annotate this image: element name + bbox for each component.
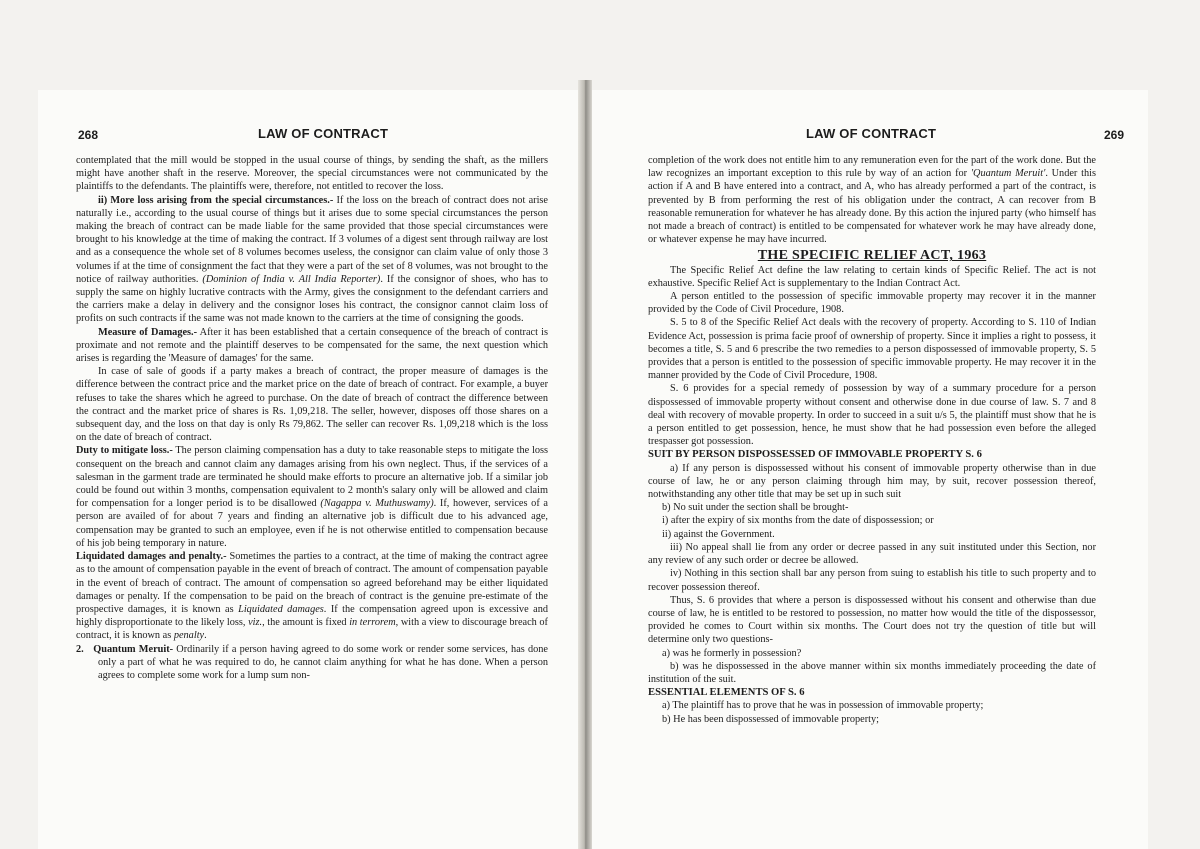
paragraph: The Specific Relief Act define the law relating to certain kinds of Specific Relief. The act is not exhaustive. Specific Relief Act is supplementary to the Indian Contract Act. bbox=[648, 264, 1096, 289]
list-item: i) after the expiry of six months from the date of dispossession; or bbox=[662, 515, 934, 527]
paragraph: In case of sale of goods if a party makes a breach of contract, the proper measure of damages is the difference between the contract price and the market price on the date of breach of contract. For example, a buyer refuses to take the shares which he agreed to purchase. On the date of breach of contract the difference between the contract and the market price of shares is Rs. 1,09,218. The seller, however, disposes off those shares on a subsequent day, and the loss on that day is only Rs 79,862. The seller can recover Rs. 1,09,218 which is the loss on the date of breach of contract. bbox=[76, 366, 548, 444]
paragraph bbox=[76, 194, 548, 326]
text: . Under this action if A and B have entered into a contract, and A, who has already performed a part of the contract, is prevented by B from performing the rest of his obligation under the contract, A can recover from B reasonable remuneration for whatever he has already done. By this action the injured party (who himself has not made a breach of contract) is entitled to be compensated for whatever work he may have already done, or whatever expense he may have incurred. bbox=[648, 168, 1096, 246]
right-page-header bbox=[588, 126, 1148, 146]
numbered-paragraph bbox=[76, 643, 548, 683]
subheading: ESSENTIAL ELEMENTS OF S. 6 bbox=[648, 687, 805, 699]
text: . bbox=[204, 630, 207, 642]
case-citation: (Dominion of India v. All India Reporter) bbox=[202, 273, 381, 285]
section-title: THE SPECIFIC RELIEF ACT, 1963 bbox=[757, 248, 987, 264]
paragraph bbox=[76, 550, 548, 642]
paragraph: iv) Nothing in this section shall bar any person from suing to establish his title to such property and to recover possession thereof. bbox=[648, 568, 1096, 593]
text: . If the compensation agreed upon is excessive and highly disproportionate to the likely loss, bbox=[76, 603, 548, 629]
text: . If the consignor of shoes, who has to supply the same on highly lucrative contracts with the Army, gives the consignment to the defendant carriers and the carriers make a delay in delivery and the consignor loses his contract, the consignor cannot claim loss of profits on such contracts if the same was not made known to the carriers at the time of consigning the goods. bbox=[76, 273, 549, 325]
case-citation: (Nagappa v. Muthuswamy) bbox=[320, 498, 434, 510]
list-item: ii) against the Government. bbox=[662, 528, 775, 540]
left-page-header bbox=[38, 126, 586, 146]
left-page-number: 268 bbox=[78, 128, 99, 142]
text: completion of the work does not entitle him to any remuneration even for the part of the work done. But the law recognizes an important exception to this rule by way of an action for bbox=[648, 155, 1096, 180]
list-item: b) No suit under the section shall be brought- bbox=[662, 502, 849, 514]
paragraph: S. 5 to 8 of the Specific Relief Act deals with the recovery of property. According to S. 110 of Indian Evidence Act, possession is prima facie proof of ownership of property. Since it implies a right to possess, it becomes a title, S. 5 and 6 prescribe the two remedies to a person dispossessed of immovable property, S. 5 provides that a person is entitled to the possession of specific immovable property. He may recover it in the manner provided by the Code of Civil Procedure, 1908. bbox=[648, 317, 1096, 382]
text: After it has been established that a certain consequence of the breach of contract is proximate and not remote and the plaintiff deserves to be compensated for the same, the next question which arises is regarding the 'Measure of damages' for the same. bbox=[76, 326, 548, 365]
paragraph bbox=[76, 444, 548, 550]
list-item: b) He has been dispossessed of immovable property; bbox=[662, 713, 880, 725]
paragraph: A person entitled to the possession of specific immovable property may recover it in the manner provided by the Code of Civil Procedure, 1908. bbox=[648, 291, 1096, 316]
item-number: 2. bbox=[76, 643, 84, 655]
text: Sometimes the parties to a contract, at the time of making the contract agree as to the amount of compensation payable in the event of breach of contract. The amount of compensation payable in the event of breach of contract. The amount of compensation so agreed beforehand may be either liquidated damages or penalty. If the compensation to be paid on the breach of contract is the genuine pre-estimate of the prospective damages, it is known as bbox=[76, 551, 548, 615]
italic-term: 'Quantum Meruit' bbox=[970, 168, 1046, 180]
paragraph: S. 6 provides for a special remedy of possession by way of a summary procedure for a person dispossessed of immovable property without consent and otherwise done in due course of law. S. 7 and 8 deal with recovery of movable property. In order to succeed in a suit u/s 5, the plaintiff must show that he is a person entitled to get possession, hence, he must show that he had possession even before the alleged trespasser got possession. bbox=[648, 383, 1096, 448]
subheading: Quantum Meruit- bbox=[93, 643, 174, 655]
paragraph: b) was he dispossessed in the above manner within six months immediately proceeding the date of institution of the suit. bbox=[648, 660, 1096, 685]
italic-term: viz. bbox=[248, 617, 263, 629]
subheading: Liquidated damages and penalty.- bbox=[76, 551, 227, 563]
paragraph: contemplated that the mill would be stopped in the usual course of things, by sending the shaft, as the millers might have another shaft in the reserve. Moreover, the special circumstances were not communicated by the plaintiffs to the defendants. The plaintiffs were, therefore, not entitled to recover the loss. bbox=[76, 155, 548, 193]
paragraph bbox=[648, 154, 1096, 246]
italic-term: penalty bbox=[173, 630, 205, 642]
text: , with a view to discourage breach of contract, it is known as bbox=[76, 617, 548, 642]
subheading: SUIT BY PERSON DISPOSSESSED OF IMMOVABLE PROPERTY S. 6 bbox=[648, 449, 982, 461]
left-running-title: LAW OF CONTRACT bbox=[258, 126, 389, 141]
subheading: ii) More loss arising from the special circumstances.- bbox=[98, 194, 334, 206]
right-page-number: 269 bbox=[1103, 128, 1124, 142]
subheading: Measure of Damages.- bbox=[98, 326, 198, 338]
paragraph bbox=[76, 326, 548, 366]
text: , the amount is fixed bbox=[262, 617, 350, 629]
text: . If, however, services of a person are availed of for about 7 years and finding an alternative job is difficult due to his advanced age, compensation may be granted to such an employee, even if he is not otherwise entitled to compensation because of his job being temporary in nature. bbox=[76, 498, 548, 549]
text: Ordinarily if a person having agreed to do some work or render some services, has done only a part of what he was required to do, he cannot claim anything for what he has done. When a person agrees to complete some work for a lump sum non- bbox=[98, 643, 548, 681]
right-page-body bbox=[648, 154, 1096, 726]
list-item: a) The plaintiff has to prove that he was in possession of immovable property; bbox=[662, 700, 984, 712]
paragraph: Thus, S. 6 provides that where a person is dispossessed without his consent and otherwise than due course of law, he is entitled to be restored to possession, no matter how would the title of the dispossessor, provided he comes to Court within six months. The Court does not try the question of title but will determine only two questions- bbox=[648, 594, 1096, 646]
italic-term: in terrorem bbox=[349, 617, 396, 629]
text: The person claiming compensation has a duty to take reasonable steps to mitigate the loss consequent on the breach and cannot claim any damages arising from his own neglect. Thus, if the services of a salesman in the garment trade are terminated he should make efforts to procure an alternative job. If a similar job could be found out within 3 months, compensation equivalent to 2 month's salary only will be allowed and claim for compensation for a longer period is to be disallowed bbox=[76, 445, 549, 510]
text: If the loss on the breach of contract does not arise naturally i.e., according to the usual course of things but it arises due to some special circumstances the person making the breach of contract can be made liable for the same provided that those special circumstances were brought to his knowledge at the time of making the contract. If 3 volumes of a digest sent through railway are lost and as a consequence the whole set of 8 volumes becomes useless, the consignor can claim value of only those 3 volumes if at the time of consignment the fact that they were a part of the set of 8 volumes, was not brought to the notice of railway authorities. bbox=[76, 194, 549, 285]
right-page bbox=[588, 90, 1148, 849]
right-running-title: LAW OF CONTRACT bbox=[806, 126, 937, 141]
list-item: a) was he formerly in possession? bbox=[662, 647, 802, 659]
left-page-body bbox=[76, 154, 548, 682]
book-gutter bbox=[578, 80, 592, 849]
left-page bbox=[38, 90, 586, 849]
subheading: Duty to mitigate loss.- bbox=[76, 445, 173, 457]
italic-term: Liquidated damages bbox=[238, 603, 324, 615]
paragraph: iii) No appeal shall lie from any order or decree passed in any suit instituted under this Section, nor any review of any such order or decree be allowed. bbox=[648, 541, 1096, 567]
paragraph: a) If any person is dispossessed without his consent of immovable property otherwise than in due course of law, he or any person claiming through him may, by suit, recover possession thereof, notwithstanding any other title that may be set up in such suit bbox=[648, 462, 1096, 501]
